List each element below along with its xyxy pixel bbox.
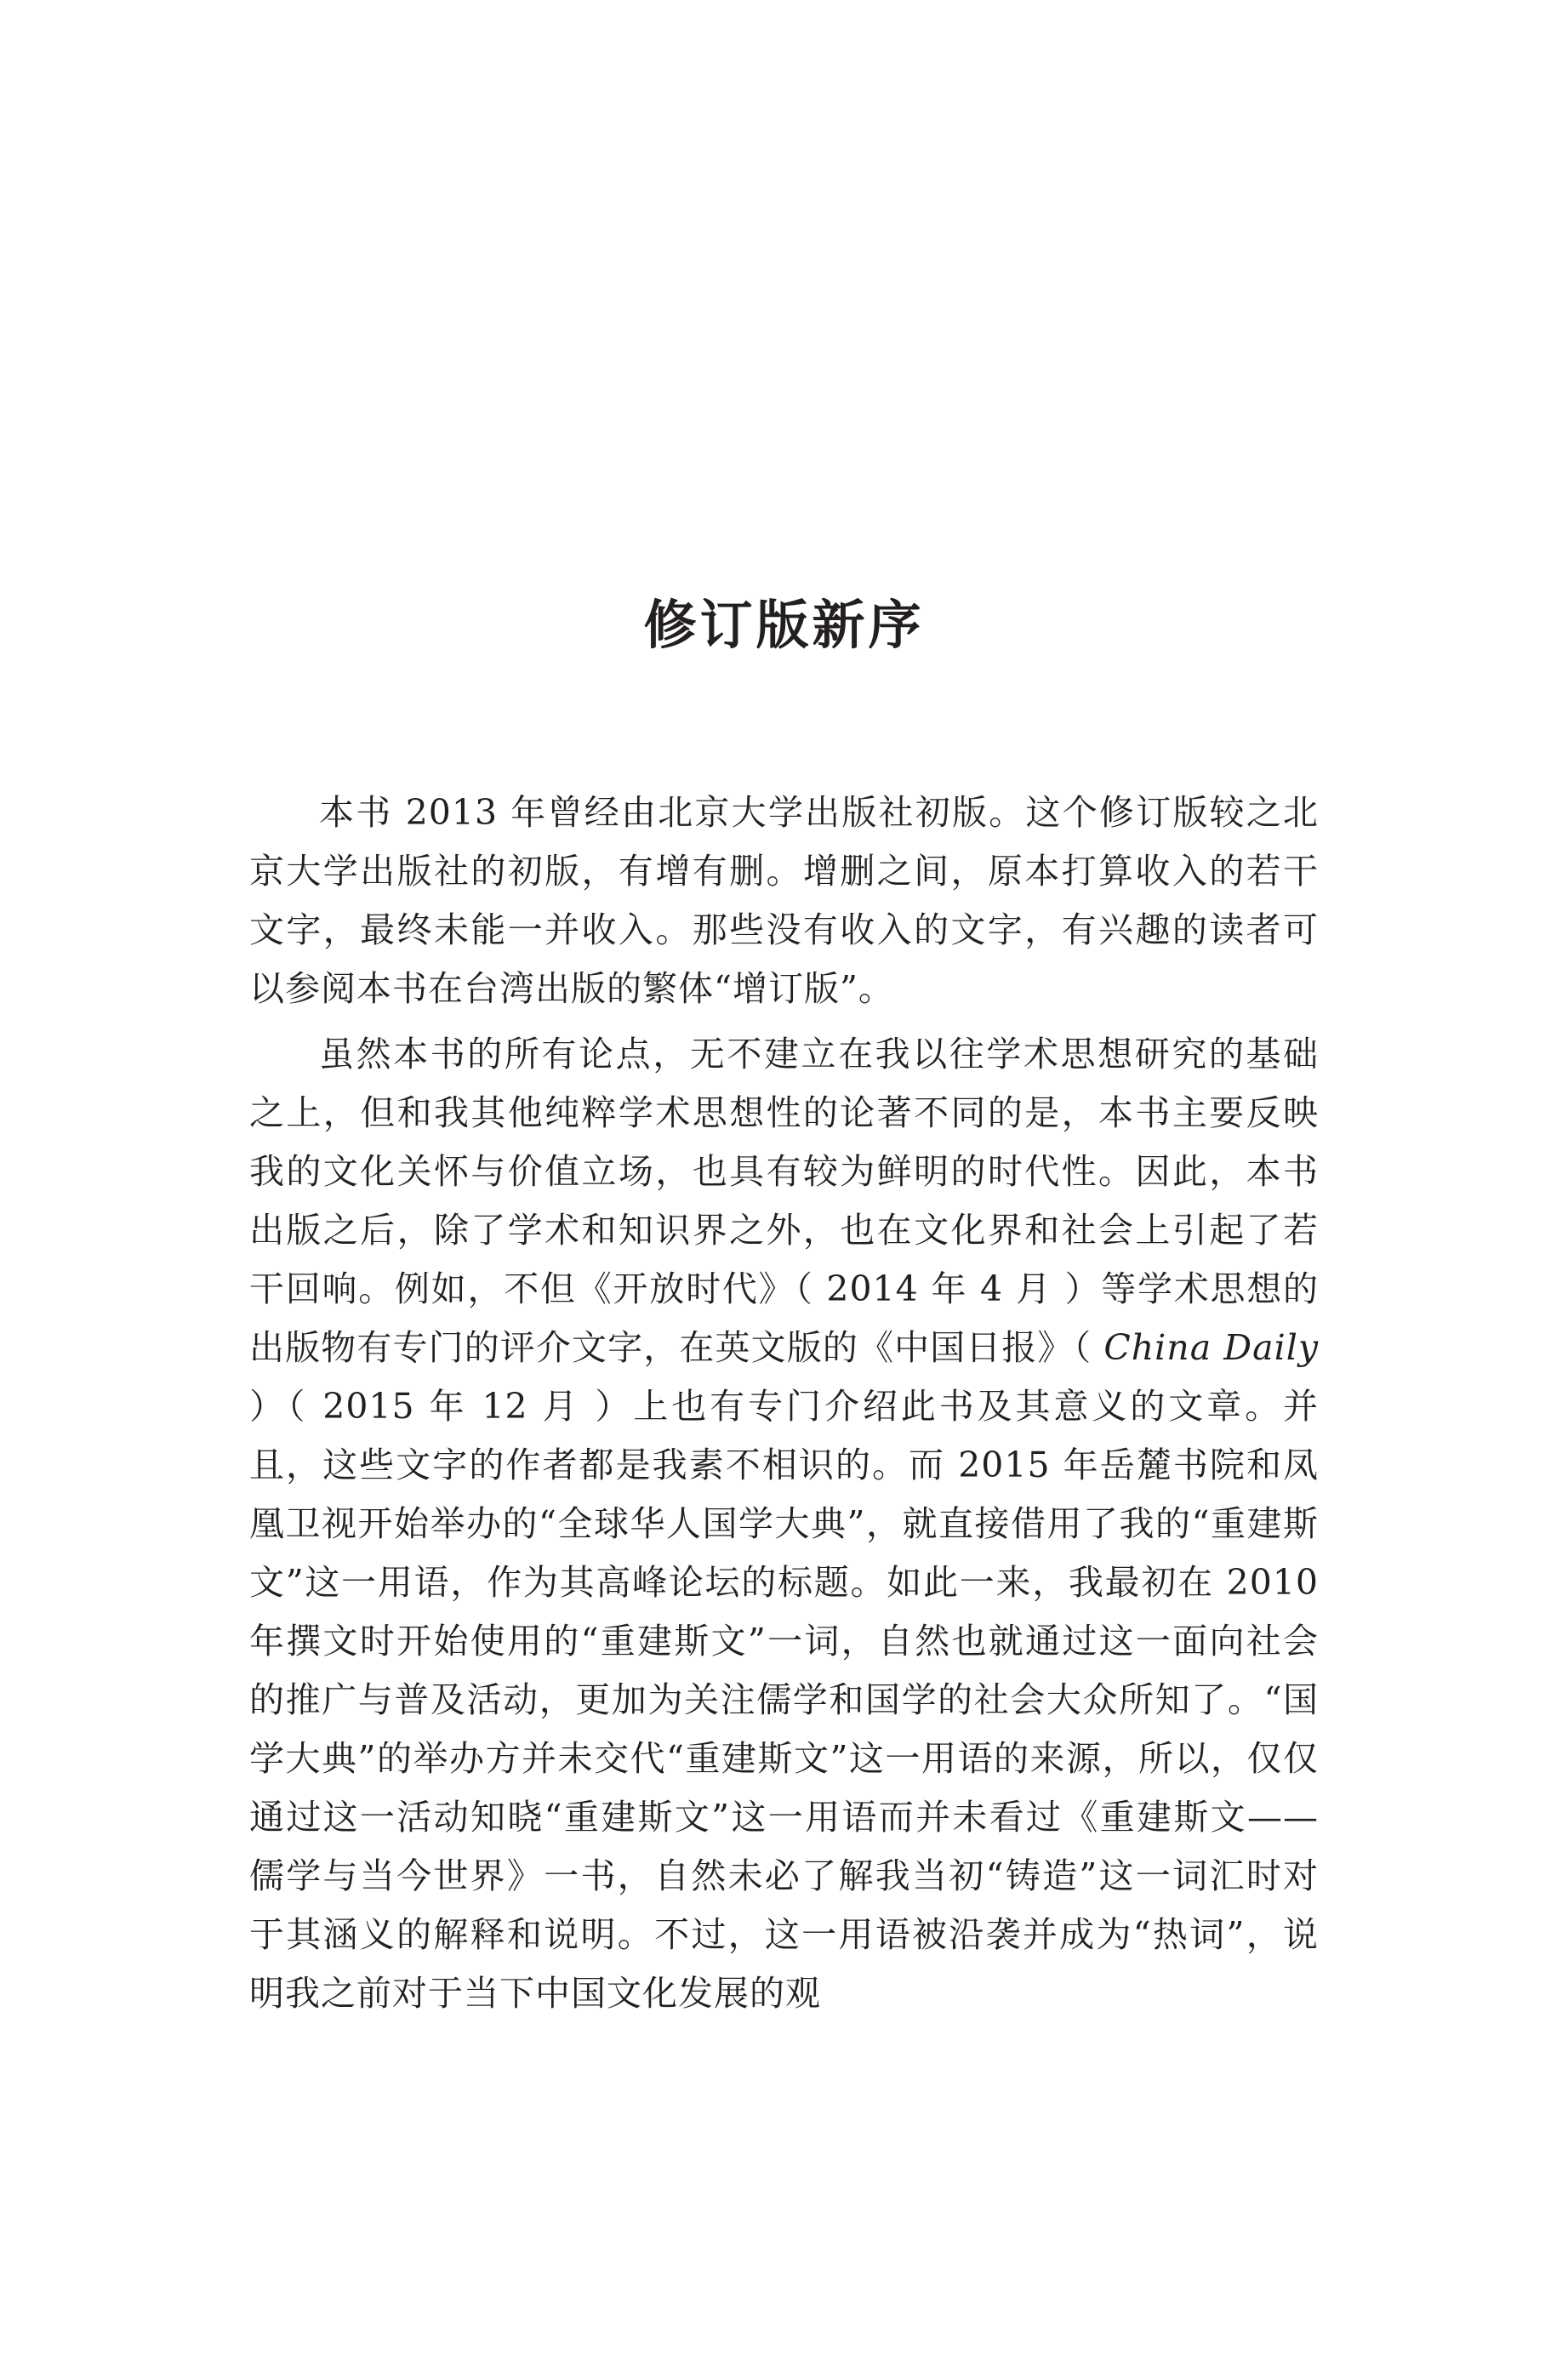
paragraph-2 xyxy=(249,1025,1319,2023)
paragraph-2-part-1: 虽然本书的所有论点，无不建立在我以往学术思想研究的基础之上，但和我其他纯粹学术思想性的论著不同的是，本书主要反映我的文化关怀与价值立场，也具有较为鲜明的时代性。因此，本书出版之后，除了学术和知识界之外，也在文化界和社会上引起了若干回响。例如，不但《开放时代》（ 2014 年 4 月 ）等学术思想的出版物有专门的评介文字，在英文版的《中国日报》（ xyxy=(249,1034,1319,1368)
paragraph-1: 本书 2013 年曾经由北京大学出版社初版。这个修订版较之北京大学出版社的初版，有增有删。增删之间，原本打算收入的若干文字，最终未能一并收入。那些没有收入的文字，有兴趣的读者可以参阅本书在台湾出版的繁体“增订版”。 xyxy=(249,792,1319,1009)
paragraph-2-part-2: ）（ 2015 年 12 月 ）上也有专门介绍此书及其意义的文章。并且，这些文字的作者都是我素不相识的。而 2015 年岳麓书院和凤凰卫视开始举办的“全球华人国学大典”，就直接借用了我的“重建斯文”这一用语，作为其高峰论坛的标题。如此一来，我最初在 2010 年撰文时开始使用的“重建斯文”一词，自然也就通过这一面向社会的推广与普及活动，更加为关注儒学和国学的社会大众所知了。“国学大典”的举办方并未交代“重建斯文”这一用语的来源，所以，仅仅通过这一活动知晓“重建斯文”这一用语而并未看过《重建斯文——儒学与当今世界》一书，自然未必了解我当初“铸造”这一词汇时对于其涵义的解释和说明。不过，这一用语被沿袭并成为“热词”，说明我之前对于当下中国文化发展的观 xyxy=(249,1386,1319,2014)
english-title-china-daily: China Daily xyxy=(1103,1327,1319,1368)
page-title: 修订版新序 xyxy=(643,594,925,656)
body-text xyxy=(249,784,1319,2030)
